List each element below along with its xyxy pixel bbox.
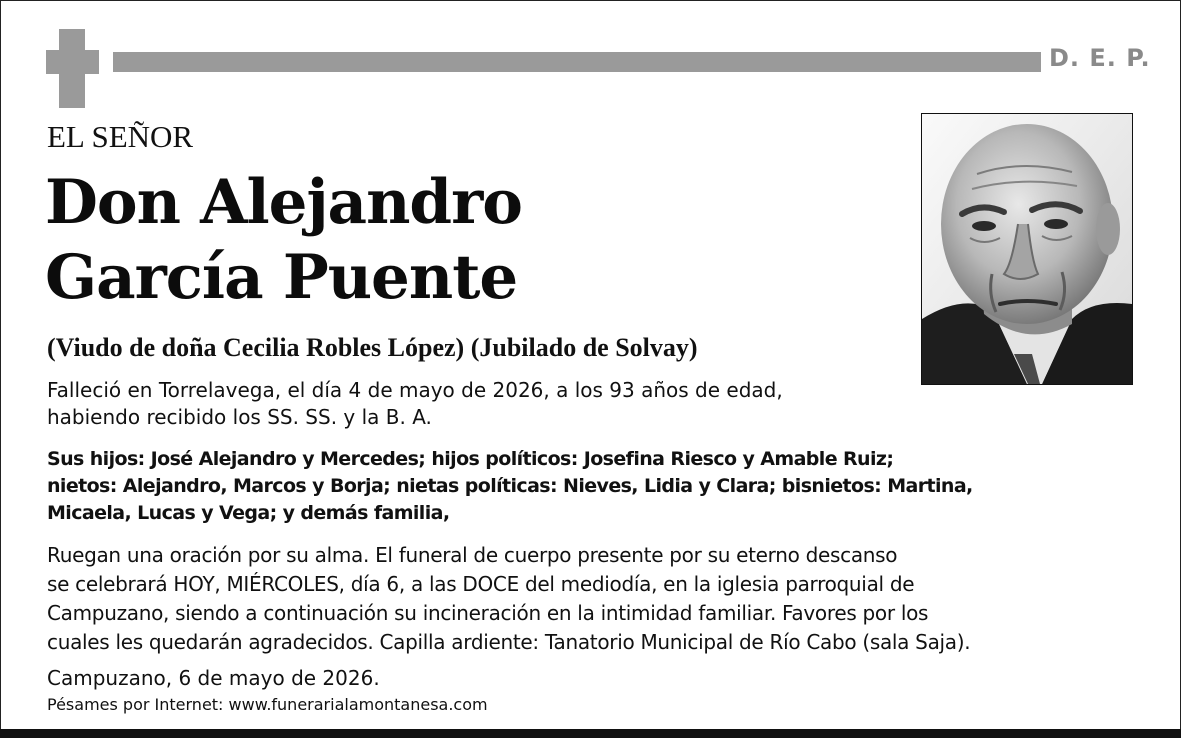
header-rule xyxy=(113,52,1041,72)
funeral-details-line: Campuzano, siendo a continuación su incineración en la intimidad familiar. Favores por los xyxy=(47,601,929,625)
family-list xyxy=(47,446,1137,527)
widower-and-retired-note: (Viudo de doña Cecilia Robles López) (Jubilado de Solvay) xyxy=(47,333,698,362)
death-notice-line: Falleció en Torrelavega, el día 4 de mayo de 2026, a los 93 años de edad, xyxy=(47,378,783,402)
funeral-details xyxy=(47,541,1147,657)
funeral-details-line: Ruegan una oración por su alma. El funeral de cuerpo presente por su eterno descanso xyxy=(47,543,898,567)
portrait-illustration xyxy=(922,114,1132,384)
cross-icon-horizontal xyxy=(46,50,99,74)
funeral-details-line: se celebrará HOY, MIÉRCOLES, día 6, a las DOCE del mediodía, en la iglesia parroquial de xyxy=(47,572,915,596)
footer-rule xyxy=(0,729,1181,738)
place-and-date: Campuzano, 6 de mayo de 2026. xyxy=(47,666,380,690)
family-list-line: Micaela, Lucas y Vega; y demás familia, xyxy=(47,502,450,524)
deceased-name-line-1: Don Alejandro xyxy=(45,167,522,238)
family-list-line: Sus hijos: José Alejandro y Mercedes; hijos políticos: Josefina Riesco y Amable Ruiz; xyxy=(47,448,894,470)
dep-label: D. E. P. xyxy=(1049,44,1151,72)
death-notice-line: habiendo recibido los SS. SS. y la B. A. xyxy=(47,405,432,429)
deceased-name xyxy=(45,165,522,315)
honorific: EL SEÑOR xyxy=(47,119,194,154)
deceased-portrait xyxy=(921,113,1133,385)
deceased-name-line-2: García Puente xyxy=(45,242,518,313)
condolences-website: Pésames por Internet: www.funerarialamontanesa.com xyxy=(47,695,488,714)
death-notice xyxy=(47,377,917,431)
family-list-line: nietos: Alejandro, Marcos y Borja; nietas políticas: Nieves, Lidia y Clara; bisnietos: Martina, xyxy=(47,475,973,497)
funeral-details-line: cuales les quedarán agradecidos. Capilla ardiente: Tanatorio Municipal de Río Cabo (sala Saja). xyxy=(47,630,971,654)
